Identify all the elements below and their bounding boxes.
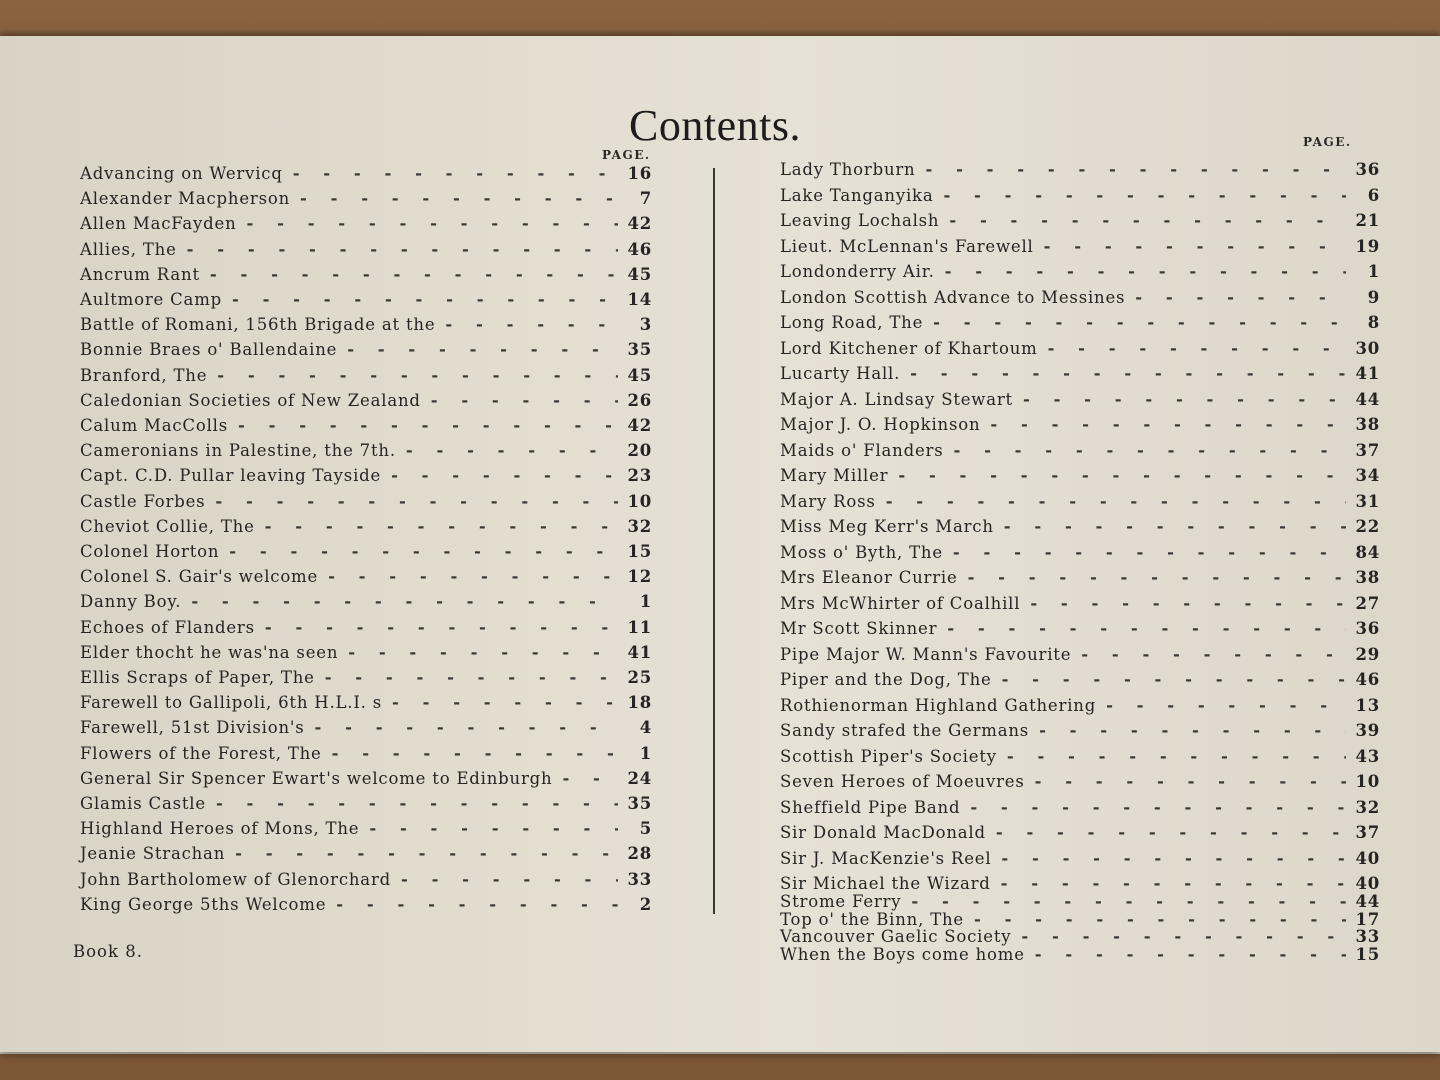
entry-title: Vancouver Gaelic Society [780, 927, 1012, 946]
entry-title: Branford, The [80, 366, 208, 385]
dot-leader [945, 262, 1346, 281]
entry-page-number: 33 [1355, 927, 1380, 946]
contents-entry [780, 237, 1380, 261]
entry-page-number: 20 [627, 441, 652, 460]
entry-page-number: 41 [627, 643, 652, 662]
entry-title: Sandy strafed the Germans [780, 721, 1030, 740]
contents-entry [80, 290, 652, 314]
entry-title: Highland Heroes of Mons, The [80, 819, 360, 838]
entry-title: Moss o' Byth, The [780, 543, 943, 562]
entry-title: Farewell to Gallipoli, 6th H.L.I. s [80, 693, 383, 712]
dot-leader [1023, 390, 1346, 409]
contents-entry [80, 744, 652, 768]
contents-entry [780, 415, 1380, 439]
contents-entry [80, 315, 652, 339]
contents-entry [80, 769, 652, 793]
dot-leader [996, 823, 1346, 842]
entry-page-number: 2 [639, 895, 652, 914]
entry-title: Leaving Lochalsh [780, 211, 940, 230]
entry-title: Sir Michael the Wizard [780, 874, 991, 893]
entry-page-number: 44 [1355, 390, 1380, 409]
entry-title: Jeanie Strachan [80, 844, 226, 863]
contents-entry [780, 211, 1380, 235]
entry-page-number: 38 [1355, 415, 1380, 434]
dot-leader [406, 441, 618, 460]
contents-entry [80, 718, 652, 742]
entry-page-number: 25 [627, 668, 652, 687]
entry-title: When the Boys come home [780, 945, 1025, 964]
contents-entry [780, 670, 1380, 694]
entry-page-number: 7 [639, 189, 652, 208]
entry-title: Calum MacColls [80, 416, 229, 435]
contents-entry [780, 892, 1380, 910]
dot-leader [210, 265, 618, 284]
entry-page-number: 22 [1355, 517, 1380, 536]
entry-page-number: 44 [1355, 892, 1380, 911]
entry-title: Lady Thorburn [780, 160, 916, 179]
dot-leader [1039, 721, 1346, 740]
entry-page-number: 32 [627, 517, 652, 536]
entry-page-number: 31 [1355, 492, 1380, 511]
entry-page-number: 3 [639, 315, 652, 334]
dot-leader [347, 340, 618, 359]
entry-page-number: 13 [1355, 696, 1380, 715]
entry-page-number: 1 [639, 744, 652, 763]
dot-leader [968, 568, 1346, 587]
contents-entry [80, 819, 652, 843]
dot-leader [187, 240, 618, 259]
contents-entry [780, 798, 1380, 822]
dot-leader [1007, 747, 1346, 766]
entry-title: Top o' the Binn, The [780, 910, 964, 929]
dot-leader [933, 313, 1346, 332]
contents-entry [80, 542, 652, 566]
dot-leader [238, 416, 618, 435]
dot-leader [401, 870, 618, 889]
entry-page-number: 35 [627, 794, 652, 813]
entry-page-number: 38 [1355, 568, 1380, 587]
entry-page-number: 12 [627, 567, 652, 586]
contents-entry [80, 340, 652, 364]
entry-title: Alexander Macpherson [80, 189, 291, 208]
entry-title: Major J. O. Hopkinson [780, 415, 981, 434]
dot-leader [943, 186, 1346, 205]
entry-page-number: 39 [1355, 721, 1380, 740]
entry-page-number: 34 [1355, 466, 1380, 485]
contents-entry [80, 592, 652, 616]
entry-title: Mrs McWhirter of Coalhill [780, 594, 1021, 613]
entry-page-number: 45 [627, 366, 652, 385]
entry-page-number: 14 [627, 290, 652, 309]
contents-entry [780, 441, 1380, 465]
entry-title: Colonel S. Gair's welcome [80, 567, 319, 586]
contents-entry [780, 910, 1380, 928]
contents-entry [80, 567, 652, 591]
dot-leader [886, 492, 1346, 511]
dot-leader [325, 668, 618, 687]
entry-title: Major A. Lindsay Stewart [780, 390, 1013, 409]
entry-title: Lucarty Hall. [780, 364, 901, 383]
contents-entry [780, 747, 1380, 771]
entry-page-number: 15 [1355, 945, 1380, 964]
entry-page-number: 33 [627, 870, 652, 889]
dot-leader [949, 211, 1346, 230]
dot-leader [232, 290, 618, 309]
entry-title: Londonderry Air. [780, 262, 935, 281]
contents-entry [780, 339, 1380, 363]
entry-page-number: 1 [1367, 262, 1380, 281]
contents-entry [80, 870, 652, 894]
contents-entry [780, 849, 1380, 873]
entry-title: Allen MacFayden [80, 214, 237, 233]
dot-leader [1001, 874, 1346, 893]
entry-title: Lord Kitchener of Khartoum [780, 339, 1038, 358]
dot-leader [391, 466, 618, 485]
dot-leader [911, 892, 1346, 911]
contents-entry [780, 466, 1380, 490]
entry-title: Ellis Scraps of Paper, The [80, 668, 315, 687]
contents-entry [780, 492, 1380, 516]
entry-page-number: 28 [627, 844, 652, 863]
contents-entry [780, 543, 1380, 567]
entry-page-number: 27 [1355, 594, 1380, 613]
contents-entry [780, 927, 1380, 945]
contents-entry [80, 844, 652, 868]
contents-entry [80, 517, 652, 541]
dot-leader [1106, 696, 1346, 715]
entry-page-number: 35 [627, 340, 652, 359]
entry-page-number: 40 [1355, 874, 1380, 893]
entry-title: Ancrum Rant [80, 265, 200, 284]
dot-leader [328, 567, 618, 586]
contents-entry [780, 313, 1380, 337]
contents-entry [780, 186, 1380, 210]
dot-leader [235, 844, 618, 863]
entry-page-number: 36 [1355, 160, 1380, 179]
entry-page-number: 45 [627, 265, 652, 284]
entry-page-number: 4 [639, 718, 652, 737]
dot-leader [191, 592, 618, 611]
dot-leader [1044, 237, 1346, 256]
dot-leader [215, 492, 618, 511]
entry-title: Rothienorman Highland Gathering [780, 696, 1097, 715]
contents-entry [780, 262, 1380, 286]
dot-leader [925, 160, 1346, 179]
dot-leader [1004, 517, 1346, 536]
dot-leader [1081, 645, 1346, 664]
dot-leader [315, 718, 618, 737]
entry-title: John Bartholomew of Glenorchard [80, 870, 391, 889]
dot-leader [970, 798, 1346, 817]
dot-leader [1035, 772, 1346, 791]
entry-page-number: 42 [627, 416, 652, 435]
contents-entry [80, 618, 652, 642]
entry-title: General Sir Spencer Ewart's welcome to Edinburgh [80, 769, 553, 788]
entry-page-number: 37 [1355, 823, 1380, 842]
dot-leader [293, 164, 618, 183]
entry-title: Flowers of the Forest, The [80, 744, 322, 763]
entry-title: Advancing on Wervicq [80, 164, 283, 183]
entry-title: London Scottish Advance to Messines [780, 288, 1126, 307]
dot-leader [1001, 849, 1346, 868]
contents-entry [780, 696, 1380, 720]
entry-page-number: 36 [1355, 619, 1380, 638]
entry-page-number: 42 [627, 214, 652, 233]
entry-title: Caledonian Societies of New Zealand [80, 391, 421, 410]
dot-leader [1135, 288, 1346, 307]
dot-leader [332, 744, 618, 763]
entry-title: Colonel Horton [80, 542, 220, 561]
entry-title: Capt. C.D. Pullar leaving Tayside [80, 466, 382, 485]
left-page-column-header: PAGE. [602, 148, 651, 162]
entry-title: Sheffield Pipe Band [780, 798, 961, 817]
entry-title: Strome Ferry [780, 892, 902, 911]
contents-entry [80, 265, 652, 289]
entry-title: King George 5ths Welcome [80, 895, 327, 914]
entry-page-number: 19 [1355, 237, 1380, 256]
entry-title: Cheviot Collie, The [80, 517, 255, 536]
entry-page-number: 10 [627, 492, 652, 511]
dot-leader [217, 366, 618, 385]
entry-page-number: 46 [627, 240, 652, 259]
book-number: Book 8. [73, 942, 143, 961]
contents-entry [80, 794, 652, 818]
entry-page-number: 84 [1355, 543, 1380, 562]
dot-leader [1002, 670, 1346, 689]
contents-entry [80, 668, 652, 692]
entry-page-number: 26 [627, 391, 652, 410]
dot-leader [1021, 927, 1346, 946]
dot-leader [216, 794, 618, 813]
dot-leader [336, 895, 618, 914]
contents-entry [80, 214, 652, 238]
dot-leader [348, 643, 618, 662]
entry-title: Mr Scott Skinner [780, 619, 938, 638]
entry-page-number: 18 [627, 693, 652, 712]
entry-page-number: 32 [1355, 798, 1380, 817]
contents-entry [780, 945, 1380, 963]
entry-page-number: 40 [1355, 849, 1380, 868]
entry-page-number: 21 [1355, 211, 1380, 230]
contents-entry [780, 594, 1380, 618]
entry-title: Long Road, The [780, 313, 924, 332]
entry-page-number: 9 [1367, 288, 1380, 307]
entry-title: Aultmore Camp [80, 290, 222, 309]
entry-title: Maids o' Flanders [780, 441, 944, 460]
page-title: Contents. [629, 101, 801, 150]
contents-entry [80, 240, 652, 264]
dot-leader [1035, 945, 1346, 964]
contents-entry [80, 189, 652, 213]
contents-entry [80, 391, 652, 415]
entry-title: Scottish Piper's Society [780, 747, 997, 766]
contents-entry [80, 693, 652, 717]
dot-leader [431, 391, 618, 410]
entry-title: Echoes of Flanders [80, 618, 255, 637]
contents-entry [80, 366, 652, 390]
dot-leader [229, 542, 618, 561]
column-divider [713, 168, 715, 914]
contents-entry [780, 645, 1380, 669]
entry-title: Miss Meg Kerr's March [780, 517, 994, 536]
entry-title: Battle of Romani, 156th Brigade at the [80, 315, 436, 334]
entry-title: Allies, The [80, 240, 177, 259]
contents-entry [80, 416, 652, 440]
entry-title: Cameronians in Palestine, the 7th. [80, 441, 396, 460]
entry-page-number: 46 [1355, 670, 1380, 689]
entry-page-number: 16 [627, 164, 652, 183]
entry-title: Castle Forbes [80, 492, 206, 511]
contents-entry [780, 568, 1380, 592]
entry-title: Sir Donald MacDonald [780, 823, 986, 842]
contents-entry [80, 643, 652, 667]
dot-leader [1030, 594, 1346, 613]
entry-page-number: 43 [1355, 747, 1380, 766]
dot-leader [300, 189, 618, 208]
contents-entry [80, 466, 652, 490]
contents-entry [780, 288, 1380, 312]
entry-title: Mrs Eleanor Currie [780, 568, 958, 587]
entry-title: Lake Tanganyika [780, 186, 934, 205]
entry-title: Pipe Major W. Mann's Favourite [780, 645, 1072, 664]
dot-leader [562, 769, 618, 788]
entry-title: Mary Ross [780, 492, 876, 511]
dot-leader [1048, 339, 1346, 358]
contents-entry [780, 390, 1380, 414]
entry-title: Sir J. MacKenzie's Reel [780, 849, 992, 868]
dot-leader [947, 619, 1346, 638]
contents-entry [80, 164, 652, 188]
contents-entry [780, 619, 1380, 643]
dot-leader [369, 819, 618, 838]
dot-leader [265, 517, 618, 536]
contents-entry [780, 772, 1380, 796]
dot-leader [953, 441, 1346, 460]
entry-title: Lieut. McLennan's Farewell [780, 237, 1034, 256]
dot-leader [392, 693, 618, 712]
entry-page-number: 17 [1355, 910, 1380, 929]
entry-page-number: 8 [1367, 313, 1380, 332]
entry-page-number: 1 [639, 592, 652, 611]
contents-entry [80, 492, 652, 516]
entry-page-number: 41 [1355, 364, 1380, 383]
entry-title: Elder thocht he was'na seen [80, 643, 339, 662]
entry-page-number: 24 [627, 769, 652, 788]
entry-page-number: 30 [1355, 339, 1380, 358]
entry-title: Glamis Castle [80, 794, 206, 813]
entry-title: Farewell, 51st Division's [80, 718, 305, 737]
dot-leader [445, 315, 618, 334]
contents-entry [780, 823, 1380, 847]
contents-entry [780, 160, 1380, 184]
entry-page-number: 10 [1355, 772, 1380, 791]
contents-entry [780, 517, 1380, 541]
dot-leader [265, 618, 618, 637]
entry-page-number: 5 [639, 819, 652, 838]
entry-page-number: 23 [627, 466, 652, 485]
entry-page-number: 29 [1355, 645, 1380, 664]
dot-leader [898, 466, 1346, 485]
contents-entry [780, 721, 1380, 745]
dot-leader [910, 364, 1346, 383]
entry-page-number: 15 [627, 542, 652, 561]
entry-title: Mary Miller [780, 466, 889, 485]
entry-page-number: 37 [1355, 441, 1380, 460]
entry-page-number: 11 [627, 618, 652, 637]
entry-title: Danny Boy. [80, 592, 182, 611]
contents-entry [80, 441, 652, 465]
contents-entry [780, 364, 1380, 388]
dot-leader [953, 543, 1346, 562]
entry-page-number: 6 [1367, 186, 1380, 205]
dot-leader [247, 214, 618, 233]
contents-entry [80, 895, 652, 919]
entry-title: Piper and the Dog, The [780, 670, 992, 689]
dot-leader [990, 415, 1346, 434]
right-page-column-header: PAGE. [1303, 135, 1352, 149]
entry-title: Seven Heroes of Moeuvres [780, 772, 1025, 791]
entry-title: Bonnie Braes o' Ballendaine [80, 340, 338, 359]
